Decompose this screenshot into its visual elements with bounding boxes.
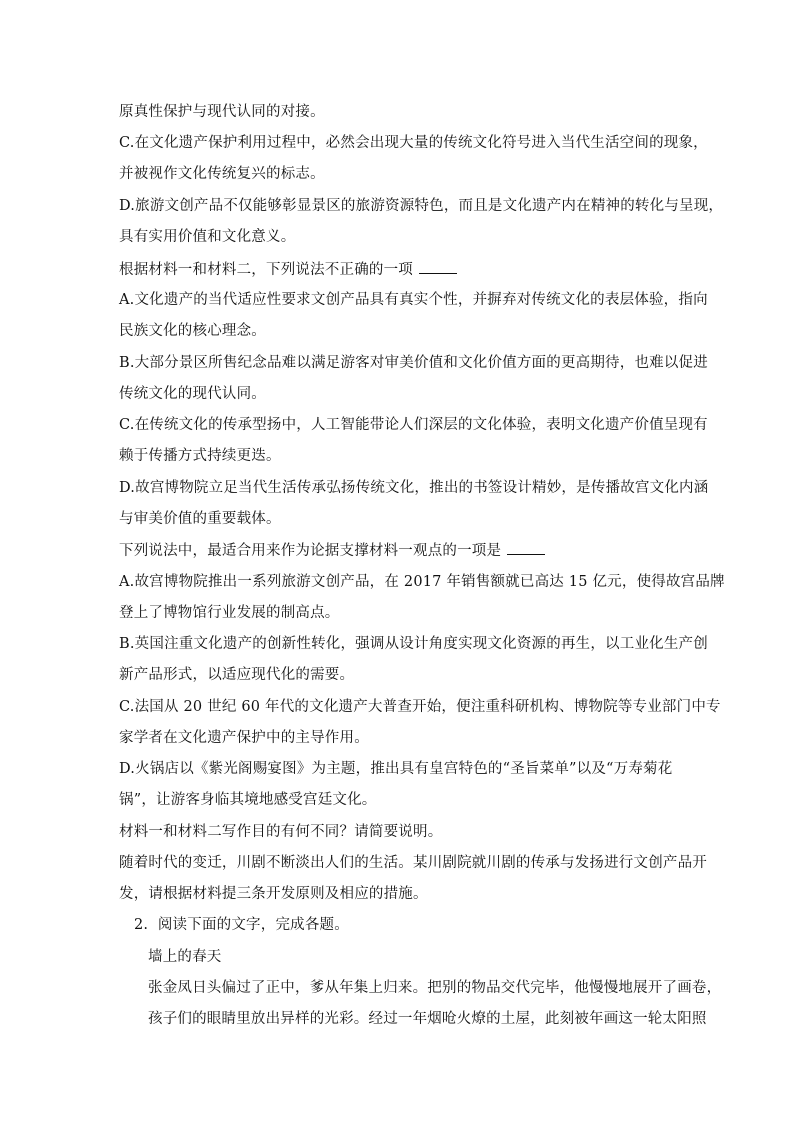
text-line: C.在文化遗产保护利用过程中，必然会出现大量的传统文化符号进入当代生活空间的现象， (119, 135, 708, 151)
text-line: 登上了博物馆行业发展的制高点。 (119, 605, 340, 621)
text-line: 家学者在文化遗产保护中的主导作用。 (119, 730, 369, 746)
option-line: A.故宫博物院推出一系列旅游文创产品，在 2017 年销售额就已高达 15 亿元，使得故宫品牌 (119, 574, 725, 590)
question-stem (119, 540, 545, 561)
text-line: 与审美价值的重要载体。 (119, 511, 281, 527)
question-text: 下列说法中，最适合用来作为论据支撑材料一观点的一项是 (119, 543, 502, 559)
question-text: 根据材料一和材料二，下列说法不正确的一项 (119, 262, 413, 278)
passage-title: 墙上的春天 (148, 949, 222, 965)
text-line: D.旅游文创产品不仅能够彰显景区的旅游资源特色，而且是文化遗产内在精神的转化与呈现， (119, 198, 724, 214)
text-line: 原真性保护与现代认同的对接。 (119, 104, 325, 120)
option-line: C.法国从 20 世纪 60 年代的文化遗产大普查开始，便注重科研机构、博物院等专业部门中专 (119, 699, 721, 715)
text-line: 赖于传播方式持续更迭。 (119, 448, 281, 464)
option-line: D.故宫博物院立足当代生活传承弘扬传统文化，推出的书签设计精妙，是传播故宫文化内涵 (119, 480, 709, 496)
passage-line: 孩子们的眼睛里放出异样的光彩。经过一年烟呛火燎的土屋，此刻被年画这一轮太阳照 (148, 1011, 707, 1027)
option-line: C.在传统文化的传承型扬中，人工智能带论人们深层的文化体验，表明文化遗产价值呈现有 (119, 417, 708, 433)
text-line: 具有实用价值和文化意义。 (119, 229, 296, 245)
text-line: 新产品形式，以适应现代化的需要。 (119, 667, 355, 683)
text-line: 锅”，让游客身临其境地感受宫廷文化。 (119, 792, 377, 808)
text-line: 民族文化的核心理念。 (119, 323, 266, 339)
answer-blank (419, 259, 457, 274)
question-number-line: 2. 阅读下面的文字，完成各题。 (134, 917, 349, 933)
question-line: 随着时代的变迁，川剧不断淡出人们的生活。某川剧院就川剧的传承与发扬进行文创产品开 (119, 855, 707, 871)
question-stem (119, 259, 457, 280)
option-line: B.大部分景区所售纪念品难以满足游客对审美价值和文化价值方面的更高期待，也难以促进 (119, 355, 708, 371)
passage-line: 张金凤日头偏过了正中，爹从年集上归来。把别的物品交代完毕，他慢慢地展开了画卷， (148, 980, 722, 996)
option-line: B.英国注重文化遗产的创新性转化，强调从设计角度实现文化资源的再生，以工业化生产创 (119, 636, 708, 652)
text-line: 并被视作文化传统复兴的标志。 (119, 166, 325, 182)
question-line: 材料一和材料二写作目的有何不同？请简要说明。 (119, 824, 443, 840)
answer-blank (507, 540, 545, 555)
option-line: D.火锅店以《紫光阁赐宴图》为主题，推出具有皇宫特色的“圣旨菜单”以及“万寿菊花 (119, 761, 673, 777)
text-line: 发，请根据材料提三条开发原则及相应的措施。 (119, 886, 428, 902)
text-line: 传统文化的现代认同。 (119, 386, 266, 402)
option-line: A.文化遗产的当代适应性要求文创产品具有真实个性，并摒弃对传统文化的表层体验，指向 (119, 292, 708, 308)
